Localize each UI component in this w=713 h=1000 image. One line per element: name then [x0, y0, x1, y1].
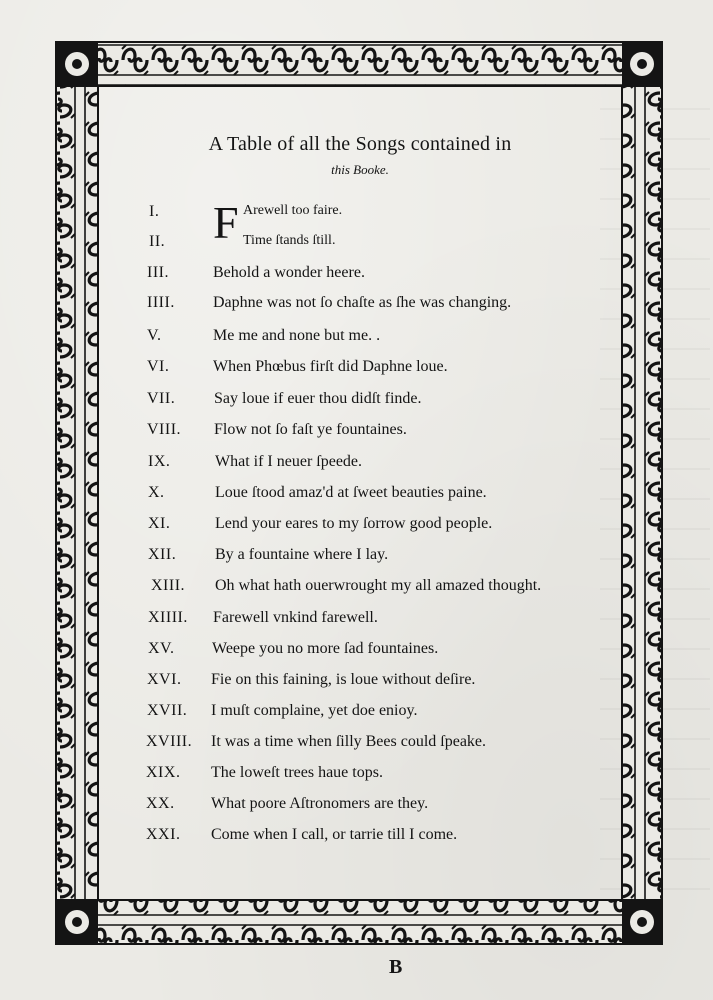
song-numeral: XV. — [148, 640, 175, 657]
song-numeral: VIII. — [147, 421, 182, 438]
song-numeral: X. — [148, 484, 165, 501]
song-title: Behold a wonder heere. — [213, 264, 365, 281]
song-row — [0, 702, 713, 728]
song-title: Weepe you no more ſad fountaines. — [212, 640, 439, 657]
song-title: Come when I call, or tarrie till I come. — [211, 826, 458, 843]
song-numeral: XVII. — [147, 702, 188, 719]
song-title: What if I neuer ſpeede. — [215, 453, 363, 470]
song-title: Say loue if euer thou didſt finde. — [214, 390, 422, 407]
song-row — [0, 733, 713, 759]
song-row — [0, 640, 713, 666]
song-numeral: VI. — [147, 358, 170, 375]
song-row — [0, 826, 713, 852]
song-numeral: III. — [147, 264, 169, 281]
song-title: Farewell vnkind farewell. — [213, 609, 378, 626]
song-title: I muſt complaine, yet doe enioy. — [211, 702, 418, 719]
song-row — [0, 264, 713, 290]
song-row — [0, 609, 713, 635]
song-numeral: XVI. — [147, 671, 182, 688]
song-numeral: XII. — [148, 546, 177, 563]
song-numeral: II. — [149, 233, 166, 250]
song-row — [0, 546, 713, 572]
song-row — [0, 421, 713, 447]
song-title: Fie on this faining, is loue without deſire. — [211, 671, 476, 688]
song-row — [0, 453, 713, 479]
song-title: Daphne was not ſo chaſte as ſhe was changing. — [213, 294, 512, 311]
song-numeral: VII. — [147, 390, 176, 407]
song-row — [0, 203, 713, 229]
border-bottom — [56, 900, 662, 944]
song-title: Flow not ſo faſt ye fountaines. — [214, 421, 407, 438]
song-numeral: XIIII. — [148, 609, 188, 626]
song-title: Loue ſtood amaz'd at ſweet beauties paine. — [215, 484, 487, 501]
song-title: Oh what hath ouerwrought my all amazed thought. — [215, 577, 542, 594]
song-row — [0, 795, 713, 821]
song-row — [0, 484, 713, 510]
song-numeral: XIX. — [146, 764, 181, 781]
signature-mark: B — [389, 956, 403, 978]
song-row — [0, 233, 713, 259]
song-row — [0, 515, 713, 541]
song-row — [0, 294, 713, 320]
drop-cap-initial: F — [213, 197, 239, 248]
song-numeral: I. — [149, 203, 160, 220]
song-row — [0, 358, 713, 384]
table-title: A Table of all the Songs contained in — [208, 133, 512, 155]
song-row — [0, 671, 713, 697]
song-numeral: XI. — [148, 515, 171, 532]
song-title: Lend your eares to my ſorrow good people. — [215, 515, 493, 532]
song-numeral: V. — [147, 327, 162, 344]
song-numeral: XIII. — [151, 577, 186, 594]
song-row — [0, 327, 713, 353]
song-title: Arewell too faire. — [243, 203, 343, 218]
song-numeral: XX. — [146, 795, 175, 812]
song-numeral: IX. — [148, 453, 171, 470]
song-title: The loweſt trees haue tops. — [211, 764, 383, 781]
song-title: What poore Aſtronomers are they. — [211, 795, 429, 812]
song-numeral: XXI. — [146, 826, 181, 843]
song-row — [0, 764, 713, 790]
song-title: Time ſtands ſtill. — [243, 233, 336, 248]
song-numeral: XVIII. — [146, 733, 193, 750]
border-top — [56, 42, 662, 86]
song-title: Me me and none but me. . — [213, 327, 381, 344]
song-title: When Phœbus firſt did Daphne loue. — [213, 358, 448, 375]
song-row — [0, 577, 713, 603]
song-numeral: IIII. — [147, 294, 175, 311]
song-title: It was a time when ſilly Bees could ſpeake. — [211, 733, 487, 750]
song-row — [0, 390, 713, 416]
table-subtitle: this Booke. — [331, 162, 389, 177]
song-title: By a fountaine where I lay. — [215, 546, 389, 563]
